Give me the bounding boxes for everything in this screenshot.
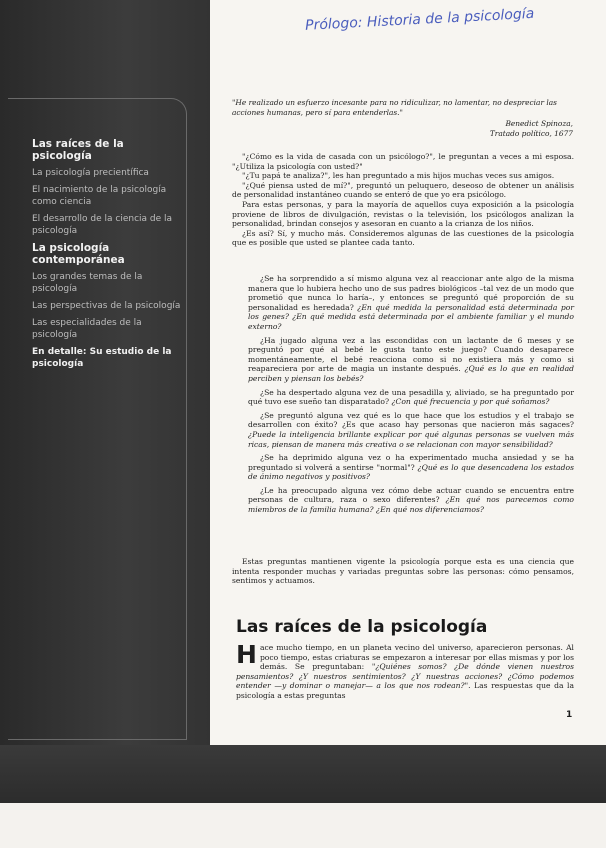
question-paragraph (248, 486, 574, 515)
paragraph: Estas preguntas mantienen vigente la psicología porque esta es una ciencia que intenta responder muchas y variadas preguntas sobre las personas: cómo pensamos, sentimos y actuamos. (232, 557, 574, 586)
outline-item: En detalle: Su estudio de la psicología (32, 347, 172, 369)
chapter-outline (32, 136, 182, 375)
outline-item: El nacimiento de la psicología como ciencia (32, 185, 167, 207)
question-paragraph (248, 411, 574, 449)
section-heading: Las raíces de la psicología (236, 617, 488, 637)
handwritten-title: Prólogo: Historia de la psicología (304, 5, 535, 34)
question-text: ¿Se preguntó alguna vez qué es lo que hace que los estudios y el trabajo se desarrollen con éxito? ¿Es que acaso hay personas que nacieron más sagaces? (248, 410, 574, 430)
outline-item: La psicología contemporánea (32, 242, 125, 266)
outline-item: Las raíces de la psicología (32, 138, 124, 162)
question-emphasis: ¿Qué es lo que desencadena los estados de ánimo negativos y positivos? (248, 462, 574, 482)
paragraph: "¿Cómo es la vida de casada con un psicólogo?", le preguntan a veces a mi esposa. "¿Utiliza la psicología con usted?" (232, 152, 574, 171)
question-emphasis: ¿Con qué frecuencia y por qué soñamos? (391, 397, 550, 407)
page-number: 1 (566, 710, 573, 720)
drop-cap: H (236, 640, 257, 669)
closing-paragraph (232, 557, 574, 586)
outline-item: Los grandes temas de la psicología (32, 272, 143, 294)
question-text: ¿Ha jugado alguna vez a las escondidas con un lactante de 6 meses y se preguntó por qué al bebé le gusta tanto este juego? Cuando desaparece momentáneamente, el bebé reacciona como si no existiera más y como si reapareciera por arte de magia un instante después. (248, 335, 574, 374)
paragraph: ¿Es así? Sí, y mucho más. Consideremos algunas de las cuestiones de la psicología que es posible que usted se plantee cada tanto. (232, 228, 574, 248)
paragraph: "¿Tu papá te analiza?", les han preguntado a mis hijos muchas veces sus amigos. (242, 171, 555, 181)
section-body (236, 640, 574, 701)
question-list (248, 274, 574, 519)
question-paragraph (248, 274, 574, 332)
question-paragraph (248, 336, 574, 384)
outline-item: Las perspectivas de la psicología (32, 301, 181, 311)
outline-item: La psicología precientífica (32, 168, 149, 178)
body-text: ". Las respuestas que da la psicología a estas preguntas (236, 681, 574, 700)
epigraph-attribution (380, 119, 573, 139)
outline-item: Las especialidades de la psicología (32, 318, 142, 340)
question-emphasis: ¿Qué es lo que en realidad perciben y piensan los bebés? (248, 364, 575, 383)
paragraph: Para estas personas, y para la mayoría de aquellos cuya exposición a la psicología proviene de libros de divulgación, revistas o la televisión, los psicólogos analizan la personalidad, brindan consejos y asesoran en cuanto a la crianza de los niños. (232, 199, 574, 229)
body-text: ace mucho tiempo, en un planeta vecino del universo, aparecieron personas. Al poco tiempo, estas criaturas se empezaron a interesar por ellas mismas y por los demás. Se preguntaban: " (259, 643, 574, 672)
question-text: ¿Se ha despertado alguna vez de una pesadilla y, aliviado, se ha preguntado por qué tuvo ese sueño tan disparatado? (248, 387, 574, 407)
epigraph-author: Benedict Spinoza, (505, 119, 573, 128)
question-text: ¿Se ha deprimido alguna vez o ha experimentado mucha ansiedad y se ha preguntado si volverá a sentirse "normal"? (248, 453, 574, 472)
question-paragraph (248, 388, 574, 407)
question-text: ¿Le ha preocupado alguna vez cómo debe actuar cuando se encuentra entre personas de cultura, raza o sexo diferentes? (248, 485, 574, 505)
body-emphasis: ¿Quiénes somos? ¿De dónde vienen nuestros pensamientos? ¿Y nuestros sentimientos? ¿Y nuestras acciones? ¿Cómo podemos entender —y dominar o manejar— a los que nos rodean? (236, 662, 574, 691)
paragraph: "¿Qué piensa usted de mí?", preguntó un peluquero, deseoso de obtener un análisis de personalidad instantáneo cuando se enteró de que yo era psicólogo. (232, 180, 574, 200)
question-emphasis: ¿Puede la inteligencia brillante explicar por qué algunas personas se vuelven más ricas, piensan de manera más creativa o se relacionan con mayor sensibilidad? (248, 429, 574, 449)
outline-item: El desarrollo de la ciencia de la psicología (32, 214, 173, 236)
epigraph-work: Tratado político, 1677 (489, 129, 573, 138)
question-paragraph (248, 453, 574, 482)
epigraph-quote: "He realizado un esfuerzo incesante para no ridiculizar, no lamentar, no despreciar las acciones humanas, pero sí para entenderlas." (232, 98, 557, 117)
dark-bottom-band (0, 745, 606, 803)
question-emphasis: ¿En qué nos parecemos como miembros de la familia humana? ¿En qué nos diferenciamos? (248, 495, 574, 515)
question-emphasis: ¿En qué medida la personalidad está determinada por los genes? ¿En qué medida está determinada por el ambiente familiar y el mundo externo? (248, 302, 574, 331)
question-text: ¿Se ha sorprendido a sí mismo alguna vez al reaccionar ante algo de la misma manera que lo hubiera hecho uno de sus padres biológicos –tal vez de un modo que prometió que nunca lo haría–, y entonces se preguntó qué proporción de su personalidad es heredada? (248, 274, 574, 312)
intro-text (232, 152, 574, 248)
